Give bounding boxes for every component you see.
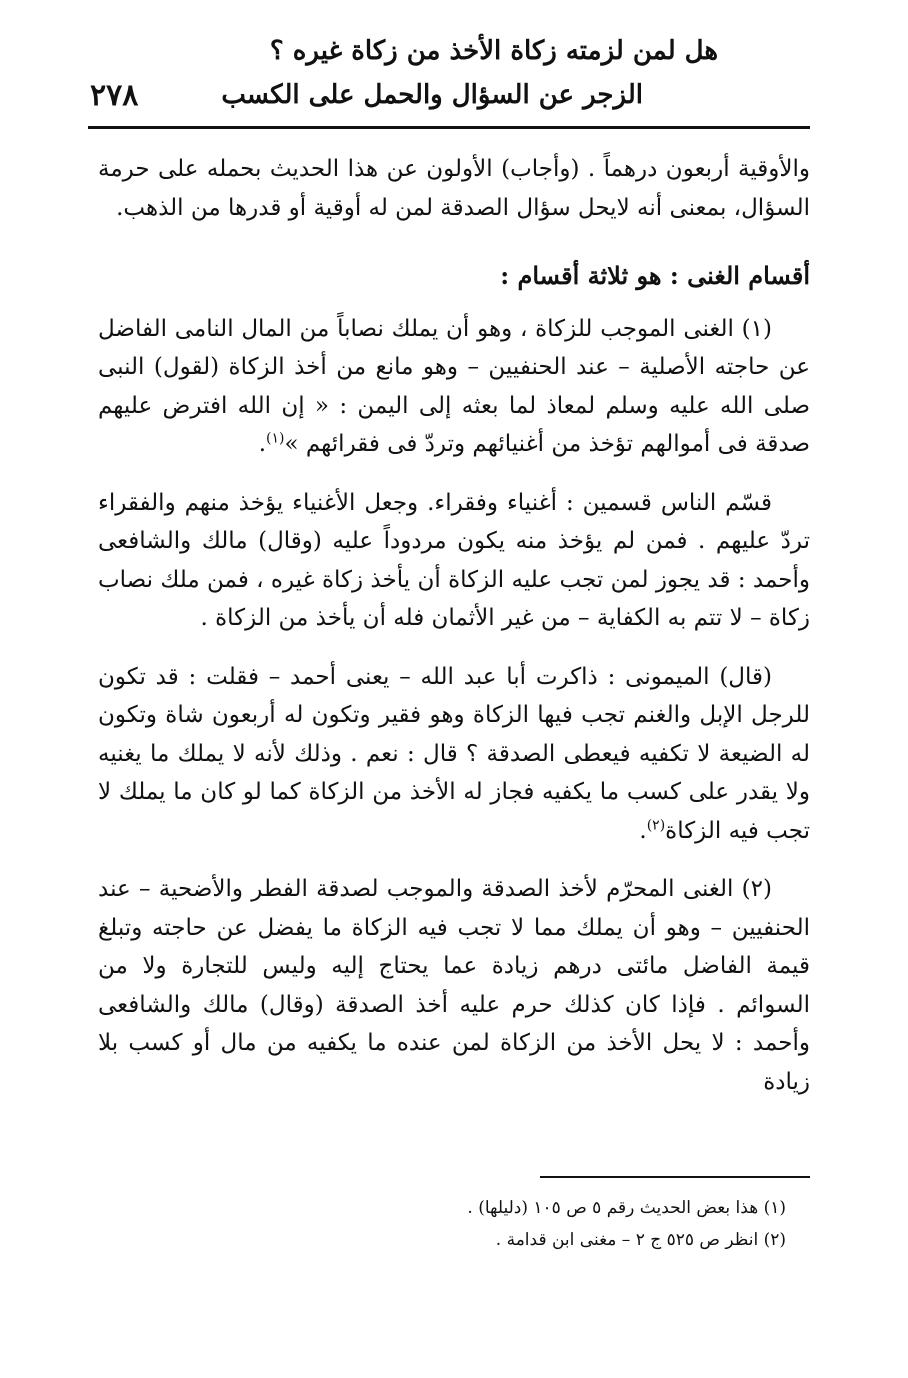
footnote-2: (٢) انظر ص ٥٢٥ ج ٢ – مغنى ابن قدامة . xyxy=(495,1230,786,1250)
section-heading: أقسام الغنى : هو ثلاثة أقسام : xyxy=(500,261,810,290)
header-chapter-title: هل لمن لزمته زكاة الأخذ من زكاة غيره ؟ xyxy=(269,36,719,66)
paragraph-division: قسّم الناس قسمين : أغنياء وفقراء. وجعل الأغنياء يؤخذ منهم والفقراء تردّ عليهم . فمن لم يؤخذ منه يكون مردوداً عليه (وقال) مالك والشافعى وأحمد : قد يجوز لمن تجب عليه الزكاة أن يأخذ زكاة غيره ، فمن ملك نصاب زكاة – لا تتم به الكفاية – من غير الأثمان فله أن يأخذ من الزكاة . xyxy=(98,489,810,631)
footnote-ref-2[interactable]: (٢) xyxy=(646,816,666,833)
paragraph-maimuni-end: . xyxy=(639,817,647,844)
footnotes xyxy=(200,1192,786,1256)
footnote-1: (١) هذا بعض الحديث رقم ٥ ص ١٠٥ (دليلها) . xyxy=(467,1198,786,1218)
header-divider xyxy=(88,126,810,129)
paragraph-first-type xyxy=(98,310,810,464)
paragraph-second-type: (٢) الغنى المحرّم لأخذ الصدقة والموجب لصدقة الفطر والأضحية – عند الحنفيين – وهو أن يملك مما لا تجب فيه الزكاة ما يفضل عن حاجته وتبلغ قيمة الفاضل مائتى درهم زيادة عما يحتاج إليه وليس للتجارة ولا من السوائم . فإذا كان كذلك حرم عليه أخذ الصدقة (وقال) مالك والشافعى وأحمد : لا يحل الأخذ من الزكاة لمن عنده ما يكفيه من مال أو كسب بلا زيادة xyxy=(98,876,810,1095)
main-text xyxy=(98,150,810,1101)
running-header xyxy=(90,36,818,122)
footnote-ref-1[interactable]: (١) xyxy=(266,430,285,447)
paragraph-maimuni xyxy=(98,658,810,851)
footnote-divider xyxy=(540,1176,810,1178)
intro-paragraph: والأوقية أربعون درهماً . (وأجاب) الأولون عن هذا الحديث بحمله على حرمة السؤال، بمعنى أنه لايحل سؤال الصدقة لمن له أوقية أو قدرها من الذهب. xyxy=(98,156,810,221)
paragraph-first-type-text: (١) الغنى الموجب للزكاة ، وهو أن يملك نصاباً من المال النامى الفاضل عن حاجته الأصلية – عند الحنفيين – وهو مانع من أخذ الزكاة (لقول) النبى صلى الله عليه وسلم لمعاذ لما بعثه إلى اليمن : « إن الله افترض عليهم صدقة فى أموالهم تؤخذ من أغنيائهم وتردّ فى فقرائهم » xyxy=(98,315,810,457)
header-section-title: الزجر عن السؤال والحمل على الكسب xyxy=(221,80,643,110)
page-number: ٢٧٨ xyxy=(90,78,139,113)
paragraph-first-type-end: . xyxy=(258,431,267,457)
paragraph-maimuni-text: (قال) الميمونى : ذاكرت أبا عبد الله – يعنى أحمد – فقلت : قد تكون للرجل الإبل والغنم تجب فيها الزكاة وهو فقير وتكون له أربعون شاة وتكون له الضيعة لا تكفيه فيعطى الصدقة ؟ قال : نعم . وذلك لأنه لا يملك ما يغنيه ولا يقدر على كسب ما يكفيه فجاز له الأخذ من الزكاة كما لو كان ما يملك لا تجب فيه الزكاة xyxy=(98,663,810,844)
